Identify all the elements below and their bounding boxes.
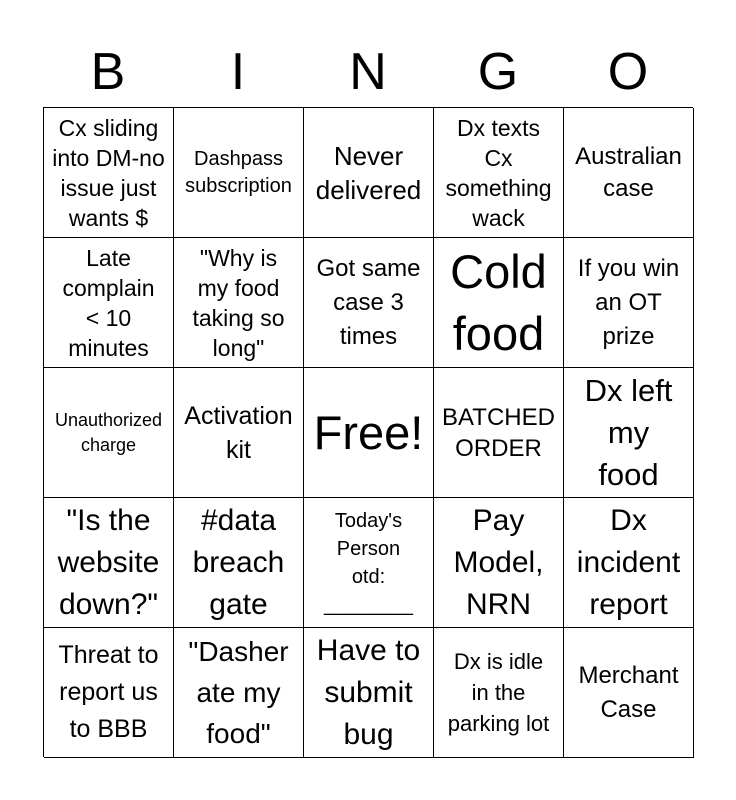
header-letter-b: B — [90, 43, 126, 101]
bingo-cell-r3c1[interactable]: Unauthorized charge — [44, 368, 174, 498]
bingo-cell-r5c2[interactable]: "Dasher ate my food" — [174, 628, 304, 758]
bingo-cell-r2c5[interactable]: If you win an OT prize — [564, 238, 694, 368]
bingo-cell-r1c4[interactable]: Dx texts Cx something wack — [434, 108, 564, 238]
bingo-cell-r2c1[interactable]: Late complain < 10 minutes — [44, 238, 174, 368]
bingo-cell-r5c1[interactable]: Threat to report us to BBB — [44, 628, 174, 758]
bingo-cell-r1c3[interactable]: Never delivered — [304, 108, 434, 238]
header-letter-n: N — [349, 43, 387, 101]
bingo-cell-r2c2[interactable]: "Why is my food taking so long" — [174, 238, 304, 368]
bingo-cell-r3c2[interactable]: Activation kit — [174, 368, 304, 498]
bingo-cell-r1c5[interactable]: Australian case — [564, 108, 694, 238]
bingo-header — [43, 40, 693, 104]
header-letter-o: O — [607, 43, 649, 101]
bingo-cell-r3c4[interactable]: BATCHED ORDER — [434, 368, 564, 498]
bingo-cell-r4c3[interactable]: Today's Person otd: ________ — [304, 498, 434, 628]
bingo-cell-r1c1[interactable]: Cx sliding into DM-no issue just wants $ — [44, 108, 174, 238]
bingo-cell-r1c2[interactable]: Dashpass subscription — [174, 108, 304, 238]
bingo-cell-r4c2[interactable]: #data breach gate — [174, 498, 304, 628]
bingo-cell-r2c4[interactable]: Cold food — [434, 238, 564, 368]
bingo-cell-r4c5[interactable]: Dx incident report — [564, 498, 694, 628]
bingo-cell-r5c3[interactable]: Have to submit bug — [304, 628, 434, 758]
bingo-cell-r3c5[interactable]: Dx left my food — [564, 368, 694, 498]
bingo-cell-r5c5[interactable]: Merchant Case — [564, 628, 694, 758]
bingo-cell-r4c4[interactable]: Pay Model, NRN — [434, 498, 564, 628]
bingo-cell-r5c4[interactable]: Dx is idle in the parking lot — [434, 628, 564, 758]
header-letter-g: G — [477, 43, 519, 101]
header-letter-i: I — [230, 43, 246, 101]
bingo-board — [43, 107, 693, 757]
bingo-cell-r4c1[interactable]: "Is the website down?" — [44, 498, 174, 628]
bingo-cell-r2c3[interactable]: Got same case 3 times — [304, 238, 434, 368]
bingo-cell-r3c3[interactable]: Free! — [304, 368, 434, 498]
